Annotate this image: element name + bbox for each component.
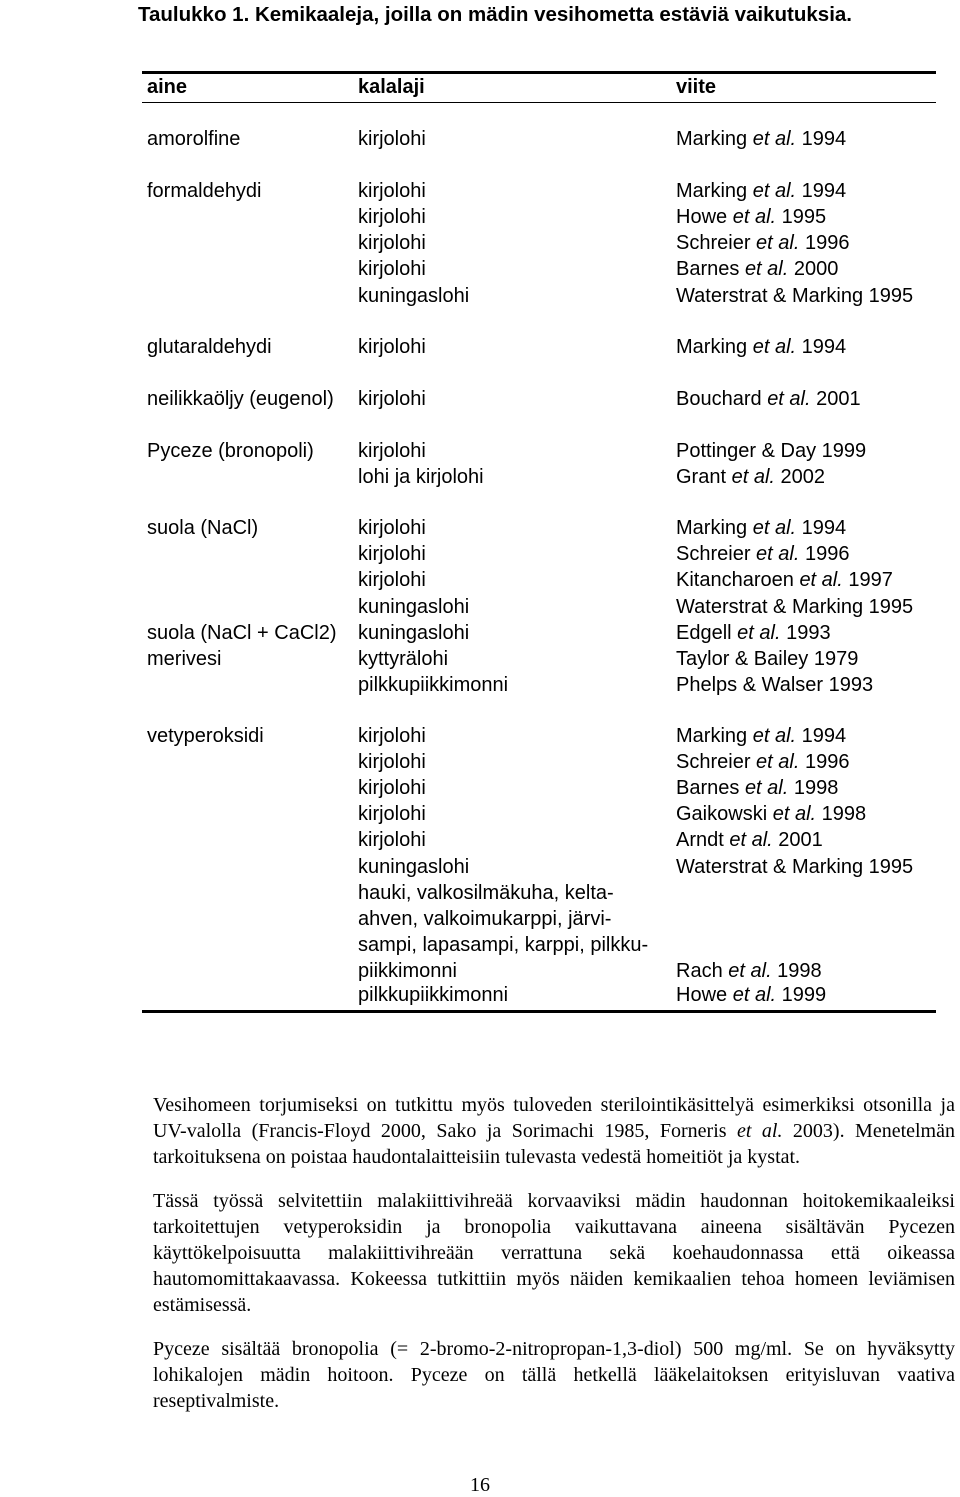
paragraph-2: [153, 1188, 955, 1318]
viite-et-al: et al.: [737, 622, 781, 644]
paragraph-1-et-al: et al.: [737, 1120, 783, 1142]
viite-author: Arndt: [676, 829, 724, 851]
viite-et-al: et al.: [732, 984, 777, 1006]
viite-et-al: et al.: [752, 725, 797, 747]
cell-kalalaji: kirjolohi: [358, 569, 426, 591]
viite-et-al: et al.: [752, 336, 797, 358]
viite-author: Phelps & Walser 1993: [676, 674, 874, 696]
cell-viite: [676, 204, 826, 230]
viite-et-al: et al.: [732, 206, 777, 228]
viite-et-al: et al.: [752, 128, 797, 150]
viite-et-al: et al.: [728, 960, 772, 982]
cell-viite: [676, 515, 846, 541]
viite-author: Waterstrat & Marking 1995: [676, 285, 914, 307]
cell-viite: [676, 178, 846, 204]
viite-et-al: et al.: [756, 232, 800, 254]
paragraph-1: [153, 1092, 955, 1170]
cell-viite: [676, 256, 838, 282]
viite-year: 1996: [799, 543, 850, 565]
table-header-rule: [142, 102, 936, 103]
cell-kalalaji: sampi, lapasampi, karppi, pilkku-: [358, 934, 649, 956]
viite-year: 1994: [796, 517, 847, 539]
cell-kalalaji: kirjolohi: [358, 206, 426, 228]
cell-kalalaji: kirjolohi: [358, 829, 426, 851]
page-number: 16: [470, 1474, 490, 1496]
viite-year: 1998: [816, 803, 867, 825]
viite-author: Schreier: [676, 751, 751, 773]
viite-author: Kitancharoen: [676, 569, 794, 591]
cell-aine: suola (NaCl): [147, 517, 259, 539]
cell-kalalaji: kuningaslohi: [358, 285, 470, 307]
viite-et-al: et al.: [772, 803, 817, 825]
viite-et-al: et al.: [729, 829, 773, 851]
cell-kalalaji: kirjolohi: [358, 803, 426, 825]
table-top-rule: [142, 71, 936, 74]
cell-viite: [676, 126, 846, 152]
cell-aine: formaldehydi: [147, 180, 262, 202]
cell-kalalaji: kirjolohi: [358, 388, 426, 410]
cell-kalalaji: kuningaslohi: [358, 596, 470, 618]
viite-author: Schreier: [676, 543, 751, 565]
cell-viite: [676, 958, 822, 984]
viite-year: 1996: [799, 232, 850, 254]
column-header-kalalaji: kalalaji: [358, 76, 425, 98]
viite-et-al: et al.: [752, 180, 797, 202]
cell-viite: [676, 438, 866, 464]
cell-aine: Pyceze (bronopoli): [147, 440, 314, 462]
viite-year: 2001: [772, 829, 823, 851]
cell-kalalaji: kirjolohi: [358, 258, 426, 280]
cell-aine: amorolfine: [147, 128, 241, 150]
paragraph-2-text: Tässä työssä selvitettiin malakiittivihreää korvaaviksi mädin haudonnan hoitokemikaaleiksi tarkoitettujen vetyperoksidin ja bronopolia vaikuttavana aineena sisältävän Pycezen käyttökelpoisuutta malakiittivihreään verrattuna sekä koehaudonnassa että oikeassa hautomomittakaavassa. Kokeessa tutkittiin myös näiden kemikaalien tehoa homeen leviämisen estämisessä.: [153, 1190, 955, 1316]
cell-kalalaji: kirjolohi: [358, 517, 426, 539]
viite-year: 1994: [796, 336, 847, 358]
viite-et-al: et al.: [744, 258, 789, 280]
viite-year: 1994: [796, 180, 847, 202]
cell-viite: [676, 386, 861, 412]
cell-kalalaji: kuningaslohi: [358, 856, 470, 878]
viite-author: Marking: [676, 128, 748, 150]
viite-author: Pottinger & Day 1999: [676, 440, 867, 462]
viite-author: Gaikowski: [676, 803, 768, 825]
cell-kalalaji: kyttyrälohi: [358, 648, 449, 670]
viite-year: 1998: [788, 777, 839, 799]
viite-author: Barnes: [676, 258, 740, 280]
viite-year: 1999: [776, 984, 827, 1006]
cell-kalalaji: kirjolohi: [358, 180, 426, 202]
cell-kalalaji: kirjolohi: [358, 440, 426, 462]
viite-et-al: et al.: [767, 388, 811, 410]
cell-kalalaji: kuningaslohi: [358, 622, 470, 644]
cell-kalalaji: kirjolohi: [358, 751, 426, 773]
cell-viite: [676, 827, 823, 853]
viite-author: Bouchard: [676, 388, 762, 410]
column-header-aine: aine: [147, 76, 188, 98]
viite-et-al: et al.: [744, 777, 789, 799]
cell-viite: [676, 620, 831, 646]
paragraph-3: [153, 1336, 955, 1414]
viite-et-al: et al.: [752, 517, 797, 539]
cell-viite: [676, 567, 893, 593]
viite-year: 1997: [842, 569, 893, 591]
cell-kalalaji: kirjolohi: [358, 232, 426, 254]
viite-author: Howe: [676, 206, 728, 228]
cell-viite: [676, 541, 849, 567]
cell-kalalaji: ahven, valkoimukarppi, järvi-: [358, 908, 612, 930]
cell-kalalaji: kirjolohi: [358, 543, 426, 565]
cell-aine: suola (NaCl + CaCl2): [147, 622, 337, 644]
cell-aine: glutaraldehydi: [147, 336, 272, 358]
cell-kalalaji: hauki, valkosilmäkuha, kelta-: [358, 882, 614, 904]
cell-viite: [676, 464, 825, 490]
viite-author: Howe: [676, 984, 728, 1006]
viite-author: Marking: [676, 517, 748, 539]
viite-year: 1994: [796, 725, 847, 747]
viite-author: Marking: [676, 180, 748, 202]
cell-kalalaji: pilkkupiikkimonni: [358, 984, 509, 1006]
table-caption: Taulukko 1. Kemikaaleja, joilla on mädin vesihometta estäviä vaikutuksia.: [138, 3, 852, 26]
viite-author: Taylor & Bailey 1979: [676, 648, 859, 670]
cell-viite: [676, 982, 826, 1008]
paragraph-1-text-a: Vesihomeen torjumiseksi on tutkittu myös tuloveden sterilointikäsittelyä esimerkiksi otsonilla ja UV-valolla (Francis-Floyd 2000, Sako ja Sorimachi 1985, Forneris: [153, 1094, 955, 1142]
viite-year: 1993: [780, 622, 831, 644]
cell-kalalaji: kirjolohi: [358, 128, 426, 150]
viite-author: Grant: [676, 466, 727, 488]
column-header-viite: viite: [676, 76, 717, 98]
cell-viite: [676, 749, 849, 775]
cell-kalalaji: kirjolohi: [358, 336, 426, 358]
viite-year: 2000: [788, 258, 839, 280]
viite-author: Marking: [676, 336, 748, 358]
viite-year: 2001: [810, 388, 861, 410]
viite-year: 1998: [771, 960, 822, 982]
cell-viite: [676, 646, 858, 672]
cell-viite: [676, 801, 866, 827]
cell-aine: neilikkaöljy (eugenol): [147, 388, 334, 410]
viite-author: Barnes: [676, 777, 740, 799]
viite-author: Waterstrat & Marking 1995: [676, 856, 914, 878]
cell-kalalaji: lohi ja kirjolohi: [358, 466, 484, 488]
cell-viite: [676, 854, 913, 880]
paragraph-3-text: Pyceze sisältää bronopolia (= 2-bromo-2-nitropropan-1,3-diol) 500 mg/ml. Se on hyväksytty lohikalojen mädin hoitoon. Pyceze on tällä hetkellä lääkelaitoksen erityisluvan vaativa reseptivalmiste.: [153, 1338, 955, 1412]
cell-viite: [676, 672, 873, 698]
viite-et-al: et al.: [756, 543, 800, 565]
cell-viite: [676, 334, 846, 360]
cell-viite: [676, 775, 838, 801]
viite-year: 1994: [796, 128, 847, 150]
viite-author: Waterstrat & Marking 1995: [676, 596, 914, 618]
cell-viite: [676, 594, 913, 620]
viite-author: Schreier: [676, 232, 751, 254]
viite-author: Marking: [676, 725, 748, 747]
cell-kalalaji: kirjolohi: [358, 725, 426, 747]
cell-viite: [676, 723, 846, 749]
viite-year: 1996: [799, 751, 850, 773]
viite-et-al: et al.: [731, 466, 775, 488]
viite-et-al: et al.: [756, 751, 800, 773]
viite-year: 2002: [774, 466, 826, 488]
viite-author: Rach: [676, 960, 723, 982]
viite-et-al: et al.: [799, 569, 843, 591]
paragraph-1-text-b: 2003). Menetelmän tarkoituksena on poistaa haudontalaitteisiin tulevasta vedestä homeitiöt ja kystat.: [153, 1120, 955, 1168]
viite-author: Edgell: [676, 622, 732, 644]
cell-aine: merivesi: [147, 648, 222, 670]
cell-viite: [676, 230, 849, 256]
cell-aine: vetyperoksidi: [147, 725, 264, 747]
table-bottom-rule: [142, 1010, 936, 1013]
cell-kalalaji: piikkimonni: [358, 960, 457, 982]
body-text: [153, 1092, 955, 1432]
cell-kalalaji: pilkkupiikkimonni: [358, 674, 509, 696]
cell-kalalaji: kirjolohi: [358, 777, 426, 799]
viite-year: 1995: [776, 206, 827, 228]
cell-viite: [676, 283, 913, 309]
